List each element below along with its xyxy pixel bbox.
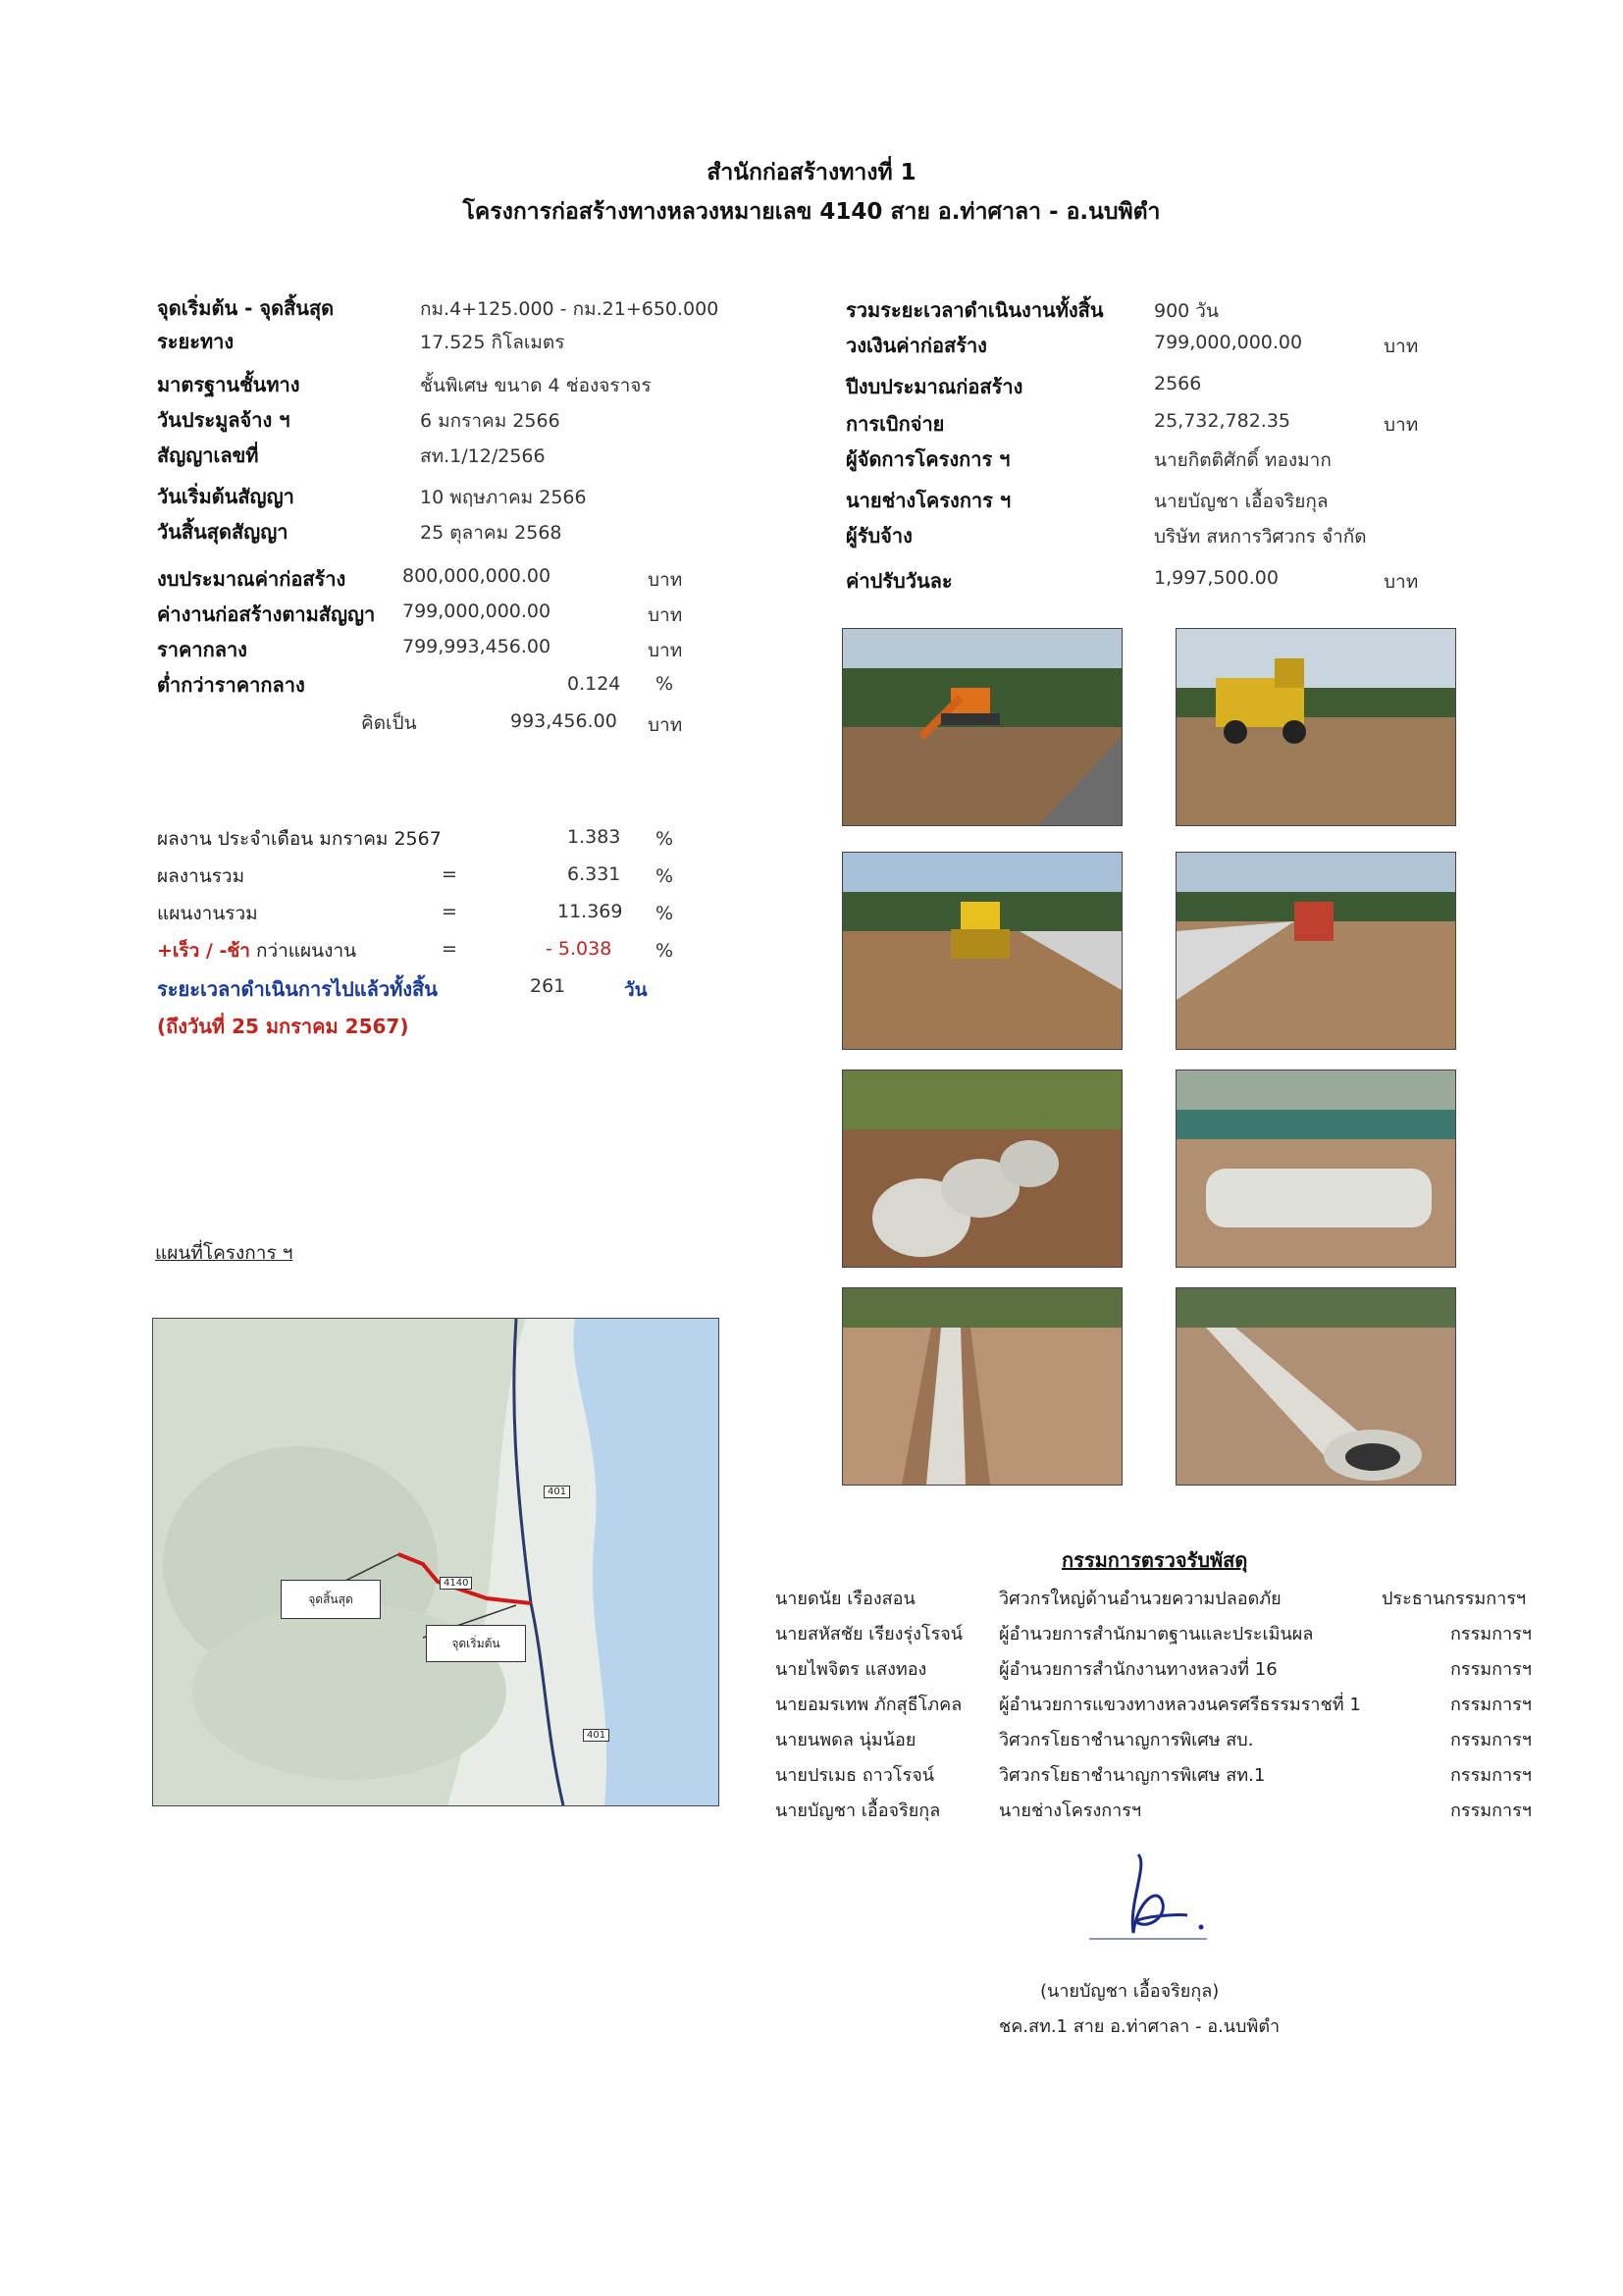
progress-total-label: ผลงานรวม	[157, 865, 245, 887]
progress-diff-pct: %	[655, 940, 674, 962]
progress-plan-pct: %	[655, 903, 674, 924]
committee-member-role: กรรมการฯ	[1450, 1730, 1532, 1750]
right-unit-fine: บาท	[1384, 571, 1419, 593]
kid-pen-unit: บาท	[648, 714, 683, 736]
right-value-duration: 900 วัน	[1154, 300, 1219, 322]
kid-pen-label: คิดเป็น	[361, 712, 417, 734]
committee-member-position: วิศวกรใหญ่ด้านอำนวยความปลอดภัย	[999, 1589, 1282, 1609]
map-route-401-north: 401	[544, 1486, 570, 1498]
below-median-value: 0.124	[567, 673, 621, 695]
committee-member-position: วิศวกรโยธาชำนาญการพิเศษ สท.1	[999, 1765, 1266, 1786]
budget-unit: บาท	[648, 569, 683, 591]
progress-diff-vs-plan: กว่าแผนงาน	[249, 940, 357, 962]
progress-diff-label	[157, 936, 356, 965]
progress-plan-eq: =	[442, 901, 457, 922]
photo-roller-1	[842, 852, 1123, 1050]
photo-trench-2	[1176, 1287, 1456, 1486]
right-label-fiscal-year: ปีงบประมาณก่อสร้าง	[846, 375, 1023, 398]
median-price-unit: บาท	[648, 640, 683, 661]
committee-member-position: วิศวกรโยธาชำนาญการพิเศษ สบ.	[999, 1730, 1254, 1750]
committee-member-role: กรรมการฯ	[1450, 1659, 1532, 1680]
progress-monthly-label: ผลงาน ประจำเดือน มกราคม 2567	[157, 828, 442, 850]
signatory-name: (นายบัญชา เอื้อจริยกุล)	[1040, 1981, 1220, 2002]
map-start-label: จุดเริ่มต้น	[426, 1625, 526, 1662]
committee-member-position: ผู้อำนวยการแขวงทางหลวงนครศรีธรรมราชที่ 1	[999, 1695, 1361, 1715]
info-label-contract-start: วันเริ่มต้นสัญญา	[157, 485, 294, 508]
committee-member-position: นายช่างโครงการฯ	[999, 1800, 1142, 1821]
map-end-label: จุดสิ้นสุด	[281, 1580, 381, 1619]
progress-plan-value: 11.369	[557, 901, 623, 922]
info-label-start-end: จุดเริ่มต้น - จุดสิ้นสุด	[157, 296, 335, 320]
right-label-duration: รวมระยะเวลาดำเนินงานทั้งสิ้น	[846, 298, 1104, 322]
right-value-engineer: นายบัญชา เอื้อจริยกุล	[1154, 491, 1329, 512]
right-value-disbursement: 25,732,782.35	[1154, 410, 1291, 432]
committee-member-role: กรรมการฯ	[1450, 1765, 1532, 1786]
right-label-contractor: ผู้รับจ้าง	[846, 524, 913, 548]
contract-price-label: ค่างานก่อสร้างตามสัญญา	[157, 602, 376, 626]
info-value-distance: 17.525 กิโลเมตร	[420, 332, 565, 353]
committee-member-position: ผู้อำนวยการสำนักงานทางหลวงที่ 16	[999, 1659, 1278, 1680]
right-label-budget: วงเงินค่าก่อสร้าง	[846, 334, 987, 357]
info-value-contract-end: 25 ตุลาคม 2568	[420, 522, 562, 544]
photo-pipes-1	[842, 1070, 1123, 1268]
photo-grader	[1176, 628, 1456, 826]
committee-member-position: ผู้อำนวยการสำนักมาตฐานและประเมินผล	[999, 1624, 1314, 1644]
info-label-contract-end: วันสิ้นสุดสัญญา	[157, 520, 288, 544]
right-value-budget: 799,000,000.00	[1154, 332, 1303, 353]
below-median-unit: %	[655, 673, 674, 695]
info-value-contract-start: 10 พฤษภาคม 2566	[420, 487, 587, 508]
map-route-401-south: 401	[583, 1729, 609, 1742]
info-label-bid-date: วันประมูลจ้าง ฯ	[157, 408, 290, 432]
right-unit-budget: บาท	[1384, 336, 1419, 357]
right-value-fiscal-year: 2566	[1154, 373, 1202, 394]
committee-member-role: ประธานกรรมการฯ	[1382, 1589, 1527, 1609]
right-value-fine: 1,997,500.00	[1154, 567, 1279, 589]
committee-member-name: นายไพจิตร แสงทอง	[775, 1659, 927, 1680]
committee-member-name: นายนพดล นุ่มน้อย	[775, 1730, 916, 1750]
signatory-title: ชค.สท.1 สาย อ.ท่าศาลา - อ.นบพิตำ	[999, 2016, 1281, 2037]
info-value-start-end: กม.4+125.000 - กม.21+650.000	[420, 298, 719, 320]
elapsed-label: ระยะเวลาดำเนินการไปแล้วทั้งสิ้น	[157, 977, 438, 1001]
photo-pipes-2	[1176, 1070, 1456, 1268]
signature-mark	[1079, 1845, 1217, 1953]
median-price-label: ราคากลาง	[157, 638, 247, 661]
photo-trench-1	[842, 1287, 1123, 1486]
progress-diff-value: - 5.038	[546, 938, 612, 960]
info-value-standard: ชั้นพิเศษ ขนาด 4 ช่องจราจร	[420, 375, 652, 396]
progress-total-eq: =	[442, 863, 457, 885]
map-heading: แผนที่โครงการ ฯ	[155, 1242, 293, 1264]
committee-member-name: นายดนัย เรืองสอน	[775, 1589, 916, 1609]
elapsed-unit: วัน	[624, 979, 648, 1001]
committee-member-name: นายปรเมธ ถาวโรจน์	[775, 1765, 935, 1786]
right-value-manager: นายกิตติศักดิ์ ทองมาก	[1154, 449, 1332, 471]
budget-value: 800,000,000.00	[402, 565, 551, 587]
progress-total-value: 6.331	[567, 863, 621, 885]
info-value-bid-date: 6 มกราคม 2566	[420, 410, 560, 432]
right-label-fine: ค่าปรับวันละ	[846, 569, 953, 593]
progress-monthly-value: 1.383	[567, 826, 621, 848]
progress-plan-label: แผนงานรวม	[157, 903, 258, 924]
committee-member-name: นายบัญชา เอื้อจริยกุล	[775, 1800, 941, 1821]
contract-price-unit: บาท	[648, 604, 683, 626]
map-route-4140: 4140	[440, 1577, 472, 1590]
photo-excavator	[842, 628, 1123, 826]
committee-heading: กรรมการตรวจรับพัสดุ	[1062, 1548, 1248, 1572]
elapsed-value: 261	[530, 975, 566, 997]
right-label-engineer: นายช่างโครงการ ฯ	[846, 489, 1012, 512]
progress-diff-eq: =	[442, 938, 457, 960]
info-label-contract-no: สัญญาเลขที่	[157, 444, 259, 467]
progress-diff-faster-slower: +เร็ว / -ช้า	[157, 940, 250, 962]
kid-pen-value: 993,456.00	[510, 710, 617, 732]
committee-member-name: นายสหัสชัย เรียงรุ่งโรจน์	[775, 1624, 964, 1644]
median-price-value: 799,993,456.00	[402, 636, 551, 657]
committee-member-role: กรรมการฯ	[1450, 1800, 1532, 1821]
budget-label: งบประมาณค่าก่อสร้าง	[157, 567, 346, 591]
committee-member-role: กรรมการฯ	[1450, 1695, 1532, 1715]
right-label-disbursement: การเบิกจ่าย	[846, 412, 945, 436]
info-label-distance: ระยะทาง	[157, 330, 235, 353]
progress-monthly-pct: %	[655, 828, 674, 850]
photo-roller-2	[1176, 852, 1456, 1050]
office-title: สำนักก่อสร้างทางที่ 1	[707, 160, 916, 185]
project-title: โครงการก่อสร้างทางหลวงหมายเลข 4140 สาย อ.ท่าศาลา - อ.นบพิตำ	[462, 199, 1161, 225]
committee-member-name: นายอมรเทพ ภักสุธีโภคล	[775, 1695, 963, 1715]
project-map	[152, 1318, 719, 1806]
contract-price-value: 799,000,000.00	[402, 600, 551, 622]
as-of-date: (ถึงวันที่ 25 มกราคม 2567)	[157, 1015, 409, 1038]
committee-member-role: กรรมการฯ	[1450, 1624, 1532, 1644]
right-unit-disbursement: บาท	[1384, 414, 1419, 436]
progress-total-pct: %	[655, 865, 674, 887]
below-median-label: ต่ำกว่าราคากลาง	[157, 673, 305, 697]
right-label-manager: ผู้จัดการโครงการ ฯ	[846, 447, 1011, 471]
info-label-standard: มาตรฐานชั้นทาง	[157, 373, 300, 396]
info-value-contract-no: สท.1/12/2566	[420, 445, 546, 467]
right-value-contractor: บริษัท สหการวิศวกร จำกัด	[1154, 526, 1367, 548]
